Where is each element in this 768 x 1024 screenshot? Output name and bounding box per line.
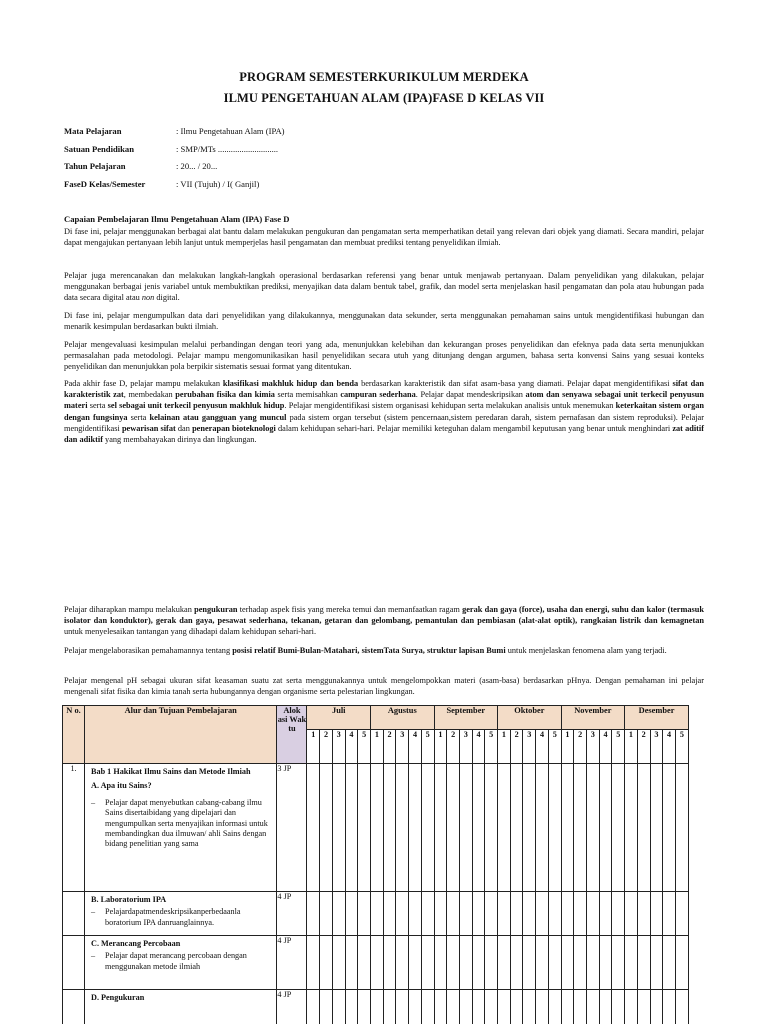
week-cell[interactable]: [599, 892, 612, 936]
week-cell[interactable]: [548, 936, 561, 990]
week-cell[interactable]: [599, 764, 612, 892]
text-run: serta memisahkan: [274, 390, 341, 400]
week-cell[interactable]: [561, 990, 574, 1024]
week-cell[interactable]: [498, 892, 511, 936]
week-cell[interactable]: [459, 764, 472, 892]
week-cell[interactable]: [332, 892, 345, 936]
paragraph-measurement: [64, 604, 704, 638]
week-cell[interactable]: [320, 936, 333, 990]
objective-bullet: [91, 951, 270, 972]
week-cell[interactable]: [332, 990, 345, 1024]
week-cell[interactable]: [447, 892, 460, 936]
week-cell[interactable]: [485, 892, 498, 936]
identity-label: Satuan Pendidikan: [64, 143, 134, 154]
week-cell[interactable]: [612, 990, 625, 1024]
week-cell[interactable]: [637, 892, 650, 936]
text-run: dalam kehidupan sehari-hari. Pelajar memiliki keteguhan dalam mengambil keputusan yang benar untuk menghindari: [275, 423, 673, 433]
week-cell[interactable]: [650, 990, 663, 1024]
week-cell[interactable]: [371, 892, 384, 936]
week-cell[interactable]: [421, 990, 434, 1024]
row-number: 1.: [63, 764, 85, 892]
learning-objective-cell: [85, 936, 277, 990]
week-cell[interactable]: [625, 764, 638, 892]
row-number: [63, 892, 85, 936]
time-allocation: 4 JP: [277, 892, 307, 936]
paragraph-observation: Di fase ini, pelajar menggunakan berbagai alat bantu dalam melakukan pengukuran dan pengamatan serta memperhatikan detail yang relevan dari objek yang diamati. Secara mandiri, pelajar dapat mengajukan pertanyaan lebih lanjut untuk memperjelas hasil pengamatan dan membuat prediksi tentang penyelidikan ilmiah.: [64, 227, 704, 248]
row-number: [63, 936, 85, 990]
week-cell[interactable]: [383, 936, 396, 990]
week-cell[interactable]: [472, 990, 485, 1024]
week-cell[interactable]: [307, 936, 320, 990]
week-cell[interactable]: [409, 936, 422, 990]
week-cell[interactable]: [472, 936, 485, 990]
week-header: 3: [523, 730, 536, 764]
text-run: Pelajar mengelaborasikan pemahamannya tentang: [64, 646, 233, 655]
week-cell[interactable]: [574, 990, 587, 1024]
week-header: 5: [421, 730, 434, 764]
week-cell[interactable]: [675, 764, 688, 892]
week-header: 5: [612, 730, 625, 764]
week-cell[interactable]: [523, 936, 536, 990]
week-cell[interactable]: [637, 764, 650, 892]
week-cell[interactable]: [345, 764, 358, 892]
month-header: September: [434, 706, 498, 730]
week-cell[interactable]: [510, 990, 523, 1024]
week-header: 5: [548, 730, 561, 764]
bold-phrase: gerak dan gaya (force), usaha dan energi, suhu dan kalor (termasuk isolator dan konduktor), gerak dan gaya, pesawat sederhana, tekanan, getaran dan gelombang, pemantulan dan pembiasan (alat-alat optik), rangkaian listrik dan kemagnetan: [64, 605, 704, 626]
week-cell[interactable]: [587, 892, 600, 936]
week-cell[interactable]: [574, 936, 587, 990]
week-header: 4: [599, 730, 612, 764]
week-cell[interactable]: [536, 936, 549, 990]
week-header: 3: [587, 730, 600, 764]
text-run: untuk menjelaskan fenomena alam yang terjadi.: [505, 646, 667, 655]
week-cell[interactable]: [625, 990, 638, 1024]
row-number: [63, 990, 85, 1024]
paragraph-evaluation: Pelajar mengevaluasi kesimpulan melalui perbandingan dengan teori yang ada, menunjukkan kelebihan dan kekurangan proses penyelidikan dan efeknya pada data serta menunjukkan permasalahan pada metodologi. Pelajar mampu mengomunikasikan hasil penyelidikan secara utuh yang ditunjang dengan argumen, bahasa serta konvensi Sains yang sesuai konteks penyelidikan dan menunjukkan pola berpikir sistematis sesuai format yang ditentukan.: [64, 340, 704, 372]
table-row: [63, 764, 689, 892]
month-header: Juli: [307, 706, 371, 730]
week-cell[interactable]: [587, 990, 600, 1024]
week-header: 1: [434, 730, 447, 764]
week-header: 4: [472, 730, 485, 764]
header-no: N o.: [63, 706, 85, 764]
week-cell[interactable]: [523, 764, 536, 892]
week-cell[interactable]: [663, 764, 676, 892]
week-cell[interactable]: [548, 990, 561, 1024]
time-allocation: 4 JP: [277, 990, 307, 1024]
objective-subheading: A. Apa itu Sains?: [91, 781, 152, 791]
week-cell[interactable]: [409, 764, 422, 892]
text-run: . Pelajar mengidentifikasi sistem organisasi kehidupan serta melakukan analisis untuk menemukan: [284, 401, 616, 411]
dash-icon: –: [91, 907, 96, 917]
objective-heading: D. Pengukuran: [91, 993, 145, 1002]
week-header: 3: [459, 730, 472, 764]
week-cell[interactable]: [459, 892, 472, 936]
week-cell[interactable]: [663, 892, 676, 936]
week-cell[interactable]: [625, 892, 638, 936]
bold-phrase: pewarisan sifat: [121, 423, 176, 433]
week-cell[interactable]: [472, 764, 485, 892]
week-header: 3: [650, 730, 663, 764]
bold-phrase: penerapan bioteknologi: [192, 423, 276, 433]
bold-phrase: keterkaitan sistem organ dengan fungsinya: [64, 401, 705, 422]
document-title-line-2: ILMU PENGETAHUAN ALAM (IPA)FASE D KELAS VII: [223, 91, 545, 105]
week-cell[interactable]: [434, 990, 447, 1024]
week-header: 3: [332, 730, 345, 764]
week-cell[interactable]: [548, 892, 561, 936]
week-cell[interactable]: [447, 764, 460, 892]
week-cell[interactable]: [663, 936, 676, 990]
week-cell[interactable]: [383, 892, 396, 936]
week-cell[interactable]: [498, 764, 511, 892]
identity-row: [64, 126, 285, 144]
bold-phrase: pengukuran: [194, 605, 238, 614]
text-run: serta: [127, 412, 150, 422]
week-cell[interactable]: [536, 990, 549, 1024]
week-header: 1: [307, 730, 320, 764]
text-run: untuk menyelesaikan tantangan yang dihadapi dalam kehidupan sehari-hari.: [64, 627, 317, 637]
week-cell[interactable]: [536, 764, 549, 892]
week-header: 2: [320, 730, 333, 764]
table-row: [63, 892, 689, 936]
identity-value: : 20... / 20...: [176, 161, 218, 171]
text-run: serta: [87, 401, 108, 411]
document-title-line-1: PROGRAM SEMESTERKURIKULUM MERDEKA: [239, 70, 529, 84]
week-cell[interactable]: [358, 990, 371, 1024]
week-cell[interactable]: [675, 990, 688, 1024]
time-allocation: 4 JP: [277, 936, 307, 990]
learning-objective-cell: [85, 892, 277, 936]
text-run: , membedakan: [123, 390, 176, 400]
week-cell[interactable]: [663, 990, 676, 1024]
header-alokasi: Alok asi Wak tu: [277, 706, 307, 764]
week-cell[interactable]: [498, 990, 511, 1024]
week-cell[interactable]: [307, 990, 320, 1024]
bold-phrase: campuran sederhana: [340, 390, 416, 400]
week-cell[interactable]: [332, 936, 345, 990]
week-cell[interactable]: [561, 936, 574, 990]
objective-heading: C. Merancang Percobaan: [91, 939, 181, 948]
dash-icon: –: [91, 797, 96, 807]
week-cell[interactable]: [396, 892, 409, 936]
week-cell[interactable]: [510, 892, 523, 936]
week-header: 2: [447, 730, 460, 764]
bold-phrase: sifat dan karakteristik zat: [64, 379, 704, 400]
week-cell[interactable]: [371, 936, 384, 990]
week-cell[interactable]: [650, 892, 663, 936]
week-cell[interactable]: [561, 892, 574, 936]
week-cell[interactable]: [459, 990, 472, 1024]
week-cell[interactable]: [421, 936, 434, 990]
week-cell[interactable]: [650, 936, 663, 990]
paragraph-earth-science: [64, 645, 704, 656]
week-cell[interactable]: [320, 764, 333, 892]
header-alur: Alur dan Tujuan Pembelajaran: [85, 706, 277, 764]
week-cell[interactable]: [510, 936, 523, 990]
table-row: [63, 990, 689, 1024]
week-cell[interactable]: [358, 892, 371, 936]
week-header: 1: [561, 730, 574, 764]
week-cell[interactable]: [358, 764, 371, 892]
week-header: 1: [625, 730, 638, 764]
week-header: 2: [510, 730, 523, 764]
week-cell[interactable]: [434, 936, 447, 990]
week-cell[interactable]: [472, 892, 485, 936]
week-cell[interactable]: [320, 990, 333, 1024]
month-header: Oktober: [498, 706, 562, 730]
week-header: 4: [663, 730, 676, 764]
week-cell[interactable]: [574, 764, 587, 892]
identity-row: [64, 144, 285, 162]
week-cell[interactable]: [510, 764, 523, 892]
week-header: 1: [371, 730, 384, 764]
text-run: berdasarkan karakteristik dan sifat asam-basa yang diamati. Pelajar dapat mengidentifikasi: [358, 379, 673, 388]
text-run: yang membahayakan dirinya dan lingkungan.: [102, 435, 257, 445]
identity-value: : Ilmu Pengetahuan Alam (IPA): [176, 126, 285, 136]
week-cell[interactable]: [371, 990, 384, 1024]
week-cell[interactable]: [371, 764, 384, 892]
week-cell[interactable]: [345, 936, 358, 990]
week-header: 3: [396, 730, 409, 764]
week-cell[interactable]: [409, 990, 422, 1024]
paragraph-planning-italic: non: [141, 293, 155, 303]
month-header: Desember: [625, 706, 689, 730]
text-run: Pelajar diharapkan mampu melakukan: [64, 605, 195, 614]
semester-program-table: [62, 705, 689, 1024]
week-cell[interactable]: [675, 892, 688, 936]
bold-phrase: kelainan atau gangguan yang muncul: [149, 412, 287, 422]
table-row: [63, 936, 689, 990]
week-header: 2: [383, 730, 396, 764]
week-cell[interactable]: [523, 990, 536, 1024]
week-cell[interactable]: [320, 892, 333, 936]
week-cell[interactable]: [612, 764, 625, 892]
week-cell[interactable]: [396, 990, 409, 1024]
week-cell[interactable]: [485, 764, 498, 892]
week-cell[interactable]: [574, 892, 587, 936]
paragraph-ph: Pelajar mengenal pH sebagai ukuran sifat keasaman suatu zat serta menggunakannya untuk mengelompokkan materi (asam-basa) berdasarkan pHnya. Dengan pemahaman ini pelajar mengenali sifat fisika dan kimia tanah serta hubungannya dengan organisme serta pelestarian lingkungan.: [64, 676, 704, 697]
week-cell[interactable]: [485, 990, 498, 1024]
week-header: 5: [485, 730, 498, 764]
objective-bullet: [91, 798, 270, 850]
week-cell[interactable]: [332, 764, 345, 892]
objective-bullet-text: Pelajar dapat merancang percobaan dengan menggunakan metode ilmiah: [105, 951, 247, 971]
week-header: 2: [637, 730, 650, 764]
week-cell[interactable]: [675, 936, 688, 990]
week-cell[interactable]: [383, 990, 396, 1024]
week-cell[interactable]: [650, 764, 663, 892]
week-cell[interactable]: [307, 892, 320, 936]
week-cell[interactable]: [561, 764, 574, 892]
week-cell[interactable]: [536, 892, 549, 936]
identity-label: Mata Pelajaran: [64, 126, 122, 136]
week-cell[interactable]: [345, 990, 358, 1024]
week-header: 5: [675, 730, 688, 764]
week-cell[interactable]: [637, 936, 650, 990]
identity-row: [64, 161, 285, 179]
week-header: 1: [498, 730, 511, 764]
week-cell[interactable]: [548, 764, 561, 892]
text-run: Pada akhir fase D, pelajar mampu melakukan: [64, 379, 223, 388]
week-cell[interactable]: [421, 764, 434, 892]
week-cell[interactable]: [345, 892, 358, 936]
week-cell[interactable]: [447, 990, 460, 1024]
week-cell[interactable]: [447, 936, 460, 990]
week-cell[interactable]: [625, 936, 638, 990]
bold-phrase: posisi relatif Bumi-Bulan-Matahari, sistemTata Surya, struktur lapisan Bumi: [232, 646, 506, 655]
paragraph-planning: [64, 270, 704, 304]
bold-phrase: perubahan fisika dan kimia: [175, 390, 275, 400]
text-run: pada sistem organ tersebut (sistem pencernaan,sistem peredaran darah, sistem pernafasan dan sistem reproduksi). Pelajar mengidentifikasi: [64, 412, 704, 433]
paragraph-processing: Di fase ini, pelajar mengumpulkan data dari penyelidikan yang dilakukannya, menggunakan data sekunder, serta menggunakan pemahaman sains untuk mengidentifikasi hubungan dan menarik kesimpulan berdasarkan bukti ilmiah.: [64, 311, 704, 332]
week-cell[interactable]: [612, 936, 625, 990]
week-cell[interactable]: [459, 936, 472, 990]
week-cell[interactable]: [599, 990, 612, 1024]
week-header: 4: [409, 730, 422, 764]
objective-bullet-text: Pelajardapatmendeskripsikanperbedaanla boratorium IPA danruanglainnya.: [105, 907, 241, 927]
identity-value: : VII (Tujuh) / I( Ganjil): [176, 178, 260, 189]
paragraph-planning-end: digital.: [154, 293, 180, 303]
identity-label: FaseD Kelas/Semester: [64, 178, 146, 189]
objective-heading: Bab 1 Hakikat Ilmu Sains dan Metode Ilmiah: [91, 767, 251, 776]
learning-objective-cell: [85, 764, 277, 892]
week-cell[interactable]: [612, 892, 625, 936]
week-cell[interactable]: [396, 936, 409, 990]
week-cell[interactable]: [434, 892, 447, 936]
paragraph-fase-d-outcomes: [64, 378, 704, 445]
week-cell[interactable]: [599, 936, 612, 990]
week-header: 2: [574, 730, 587, 764]
bold-phrase: klasifikasi makhluk hidup dan benda: [222, 379, 359, 388]
week-cell[interactable]: [523, 892, 536, 936]
identity-value: : SMP/MTs ............................: [176, 143, 279, 154]
week-cell[interactable]: [307, 764, 320, 892]
learning-objective-cell: [85, 990, 277, 1024]
week-cell[interactable]: [396, 764, 409, 892]
week-cell[interactable]: [587, 764, 600, 892]
identity-block: [64, 126, 285, 196]
week-cell[interactable]: [421, 892, 434, 936]
paragraph-planning-text: Pelajar juga merencanakan dan melakukan langkah-langkah operasional berdasarkan referensi yang benar untuk menjawab pertanyaan. Dalam penyelidikan yang dilakukan, pelajar menggunakan berbagai jenis variabel untuk membuktikan prediksi, menyajikan data dalam bentuk tabel, grafik, dan model serta menjelaskan hasil pengamatan dan pola atau hubungan pada data secara digital atau: [64, 271, 704, 303]
objective-bullet: [91, 907, 270, 928]
week-cell[interactable]: [409, 892, 422, 936]
text-run: . Pelajar dapat mendeskripsikan: [415, 390, 526, 400]
section-title: Capaian Pembelajaran Ilmu Pengetahuan Alam (IPA) Fase D: [64, 214, 290, 224]
week-header: 5: [358, 730, 371, 764]
identity-row: [64, 179, 285, 197]
week-cell[interactable]: [383, 764, 396, 892]
week-cell[interactable]: [587, 936, 600, 990]
week-cell[interactable]: [485, 936, 498, 990]
identity-label: Tahun Pelajaran: [64, 161, 126, 171]
dash-icon: –: [91, 951, 96, 961]
week-cell[interactable]: [358, 936, 371, 990]
week-header: 4: [536, 730, 549, 764]
week-header: 4: [345, 730, 358, 764]
time-allocation: 3 JP: [277, 764, 307, 892]
week-cell[interactable]: [434, 764, 447, 892]
bold-phrase: atom dan senyawa sebagai unit terkecil penyusun materi: [64, 390, 704, 411]
month-header: November: [561, 706, 625, 730]
bold-phrase: sel sebagai unit terkecil penyusun makhluk hidup: [107, 401, 285, 411]
week-cell[interactable]: [498, 936, 511, 990]
bold-phrase: zat aditif dan adiktif: [64, 423, 704, 445]
month-header: Agustus: [371, 706, 435, 730]
week-cell[interactable]: [637, 990, 650, 1024]
text-run: terhadap aspek fisis yang mereka temui dan memanfaatkan ragam: [237, 605, 463, 614]
objective-bullet-text: Pelajar dapat menyebutkan cabang-cabang ilmu Sains disertaibidang yang dipelajari dan mengumpulkan serta menyajikan informasi untuk membandingkan dua ilmuwan/ ahli Sains dengan bidang penelitian yang sama: [105, 797, 268, 849]
objective-heading: B. Laboratorium IPA: [91, 895, 167, 904]
text-run: dan: [175, 423, 193, 433]
